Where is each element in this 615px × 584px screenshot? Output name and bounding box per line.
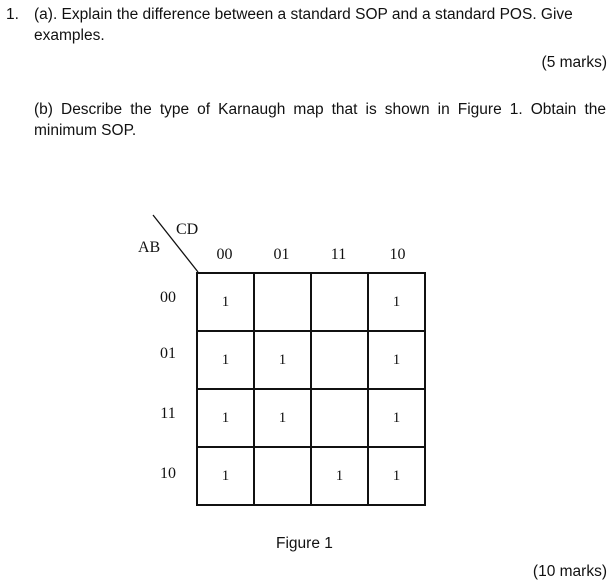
- kmap-cell: 1: [254, 389, 311, 447]
- kmap-cell: 1: [197, 273, 254, 331]
- question-number: 1.: [6, 6, 19, 23]
- kmap-row: [197, 389, 425, 447]
- kmap-row-header: 10: [160, 465, 176, 482]
- kmap-col-header: 10: [389, 246, 406, 263]
- kmap-row: [197, 273, 425, 331]
- kmap-col-header: 00: [216, 246, 233, 263]
- kmap-cell: 1: [254, 331, 311, 389]
- kmap-row: [197, 447, 425, 505]
- kmap-cell: [311, 273, 368, 331]
- kmap-col-header: 01: [273, 246, 290, 263]
- kmap-cell: 1: [368, 389, 425, 447]
- kmap-col-header: 11: [330, 246, 347, 263]
- kmap-row-header: 01: [160, 345, 176, 362]
- marks-part-b: (10 marks): [532, 563, 607, 580]
- kmap-row-variable: AB: [138, 239, 161, 256]
- kmap-cell: 1: [311, 447, 368, 505]
- kmap-cell: [311, 389, 368, 447]
- kmap-grid: [196, 272, 426, 506]
- figure-caption: Figure 1: [276, 535, 333, 552]
- kmap-cell: [254, 447, 311, 505]
- kmap-col-variable: CD: [176, 221, 199, 238]
- kmap-cell: 1: [197, 447, 254, 505]
- kmap-row: [197, 331, 425, 389]
- kmap-row-header: 00: [160, 289, 176, 306]
- kmap-cell: [254, 273, 311, 331]
- kmap-cell: 1: [368, 273, 425, 331]
- question-part-a: (a). Explain the difference between a standard SOP and a standard POS. Give examples.: [34, 6, 573, 44]
- question-part-b: (b) Describe the type of Karnaugh map that is shown in Figure 1. Obtain the minimum SOP.: [34, 101, 606, 139]
- kmap-cell: 1: [368, 447, 425, 505]
- kmap-cell: 1: [197, 389, 254, 447]
- kmap-cell: 1: [368, 331, 425, 389]
- kmap-cell: [311, 331, 368, 389]
- marks-part-a: (5 marks): [541, 54, 607, 71]
- kmap-cell: 1: [197, 331, 254, 389]
- kmap-row-header: 11: [160, 405, 176, 422]
